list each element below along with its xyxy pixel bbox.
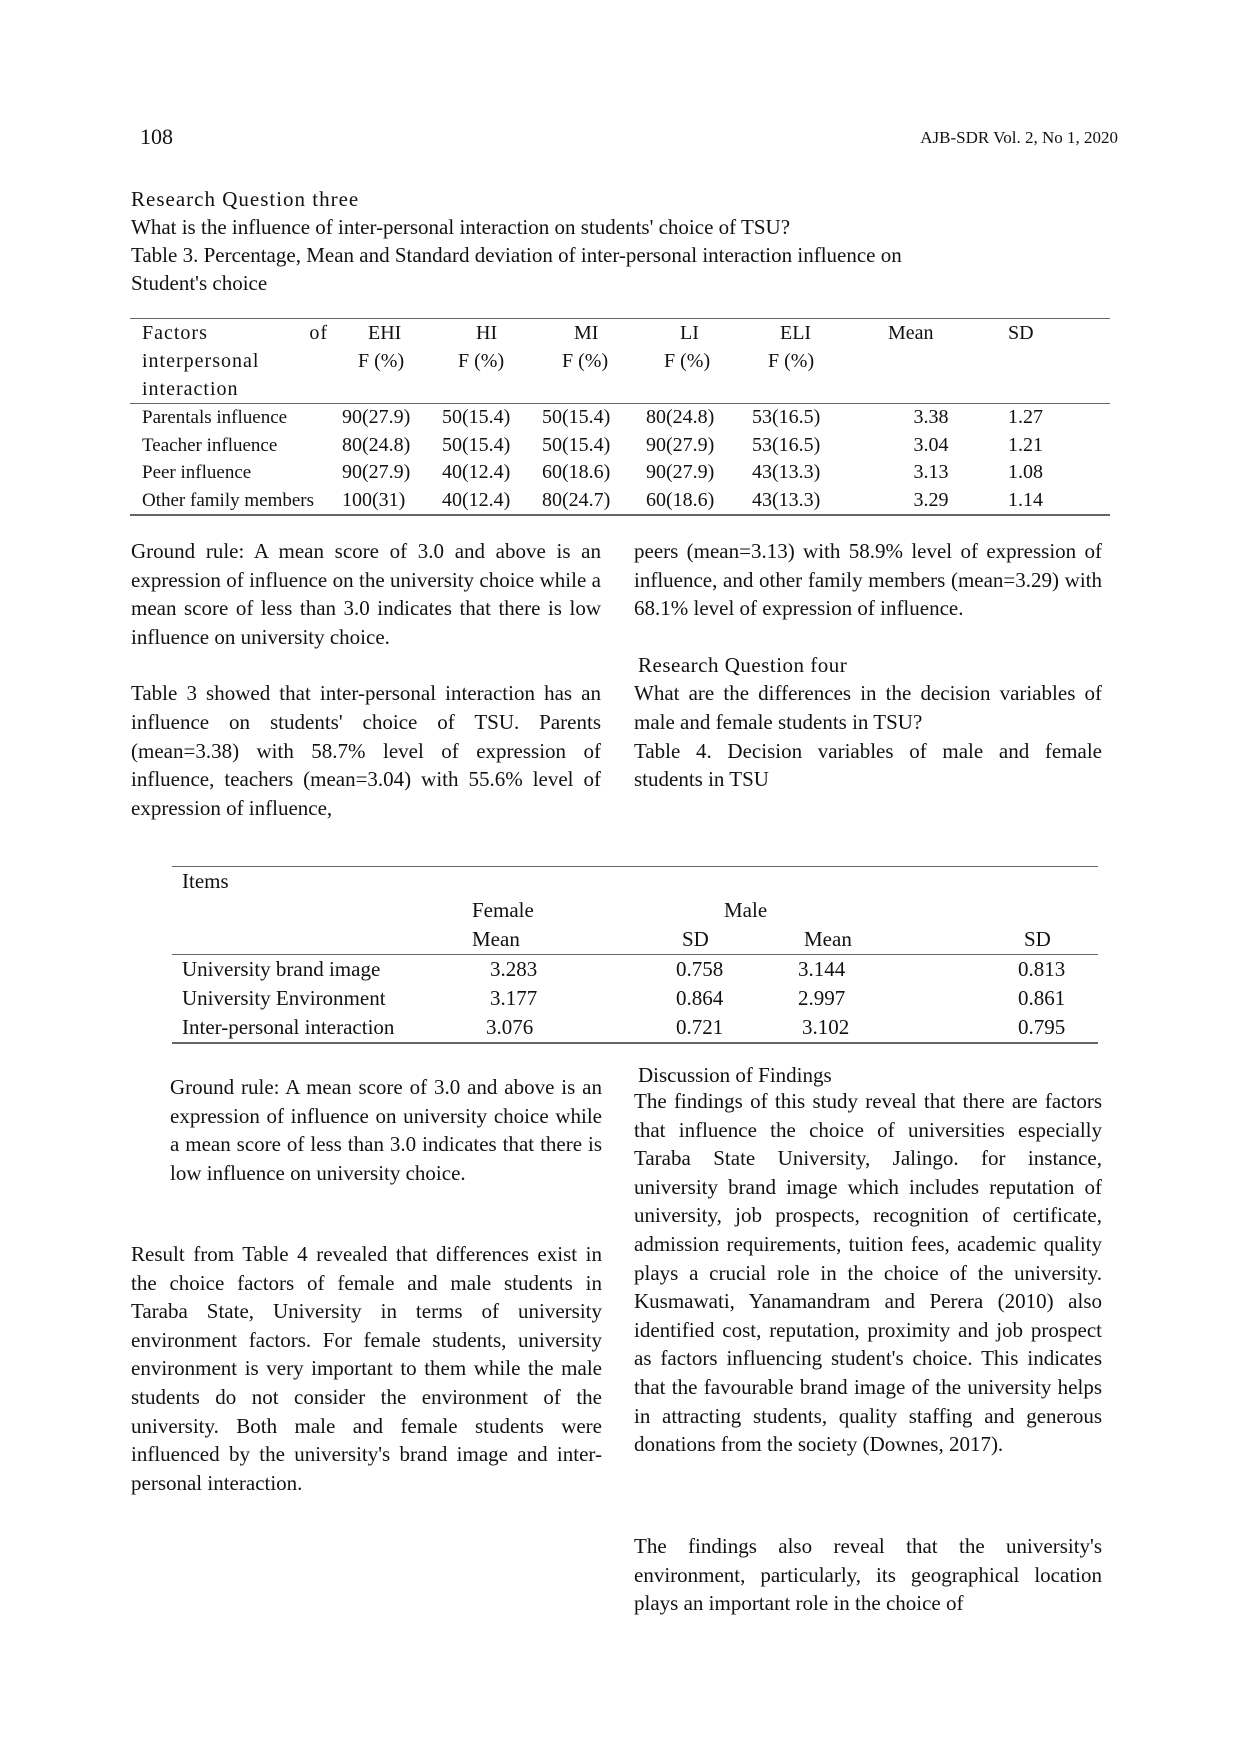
factor-cell: Teacher influence	[142, 434, 278, 456]
table-row	[130, 432, 1110, 460]
ground-rule-paragraph: Ground rule: A mean score of 3.0 and above is an expression of influence on the university choice while a mean score of less than 3.0 indicates that there is low influence on university choice.	[131, 539, 601, 649]
table-row	[172, 984, 1098, 1013]
research-question-four-text: What are the differences in the decision variables of male and female students in TSU?	[634, 681, 1102, 734]
female-sd-cell: 0.721	[676, 1015, 724, 1039]
sd-cell: 1.21	[1008, 433, 1043, 456]
page-number: 108	[140, 124, 173, 149]
header-hi-label: HI	[476, 322, 498, 344]
ehi-cell: 90(27.9)	[342, 461, 411, 483]
eli-cell: 43(13.3)	[752, 488, 821, 511]
table-row	[172, 955, 1098, 985]
hi-cell: 40(12.4)	[442, 488, 511, 511]
header-ehi-unit: F (%)	[358, 350, 405, 372]
li-cell: 90(27.9)	[646, 461, 715, 483]
table-3	[130, 318, 1110, 516]
ehi-cell: 90(27.9)	[342, 406, 411, 428]
table4-caption: Table 4. Decision variables of male and female students in TSU	[634, 738, 1102, 792]
ground-rule-2	[170, 1073, 602, 1187]
hi-cell: 40(12.4)	[442, 461, 511, 483]
table-row	[130, 459, 1110, 487]
header-mean	[876, 319, 986, 404]
journal-citation: AJB-SDR Vol. 2, No 1, 2020	[920, 128, 1118, 147]
male-mean-cell: 2.997	[798, 986, 846, 1010]
female-mean-cell: 3.283	[490, 957, 538, 981]
header-male-label: Male	[724, 898, 768, 922]
discussion-of-findings	[634, 1063, 1102, 1459]
header-li	[646, 319, 752, 404]
table-4	[172, 866, 1098, 1044]
item-cell: University Environment	[182, 986, 386, 1010]
header-items: Items	[182, 869, 229, 893]
male-sd-cell: 0.795	[1018, 1015, 1066, 1039]
sd-cell: 1.08	[1008, 461, 1043, 483]
section-heading: Research Question three	[131, 187, 360, 211]
header-mi-unit: F (%)	[562, 350, 609, 372]
discussion-paragraph-1: The findings of this study reveal that there are factors that influence the choice of universities especially Taraba State University, Jalingo. for instance, university brand image which includes reputation of university, job prospects, recognition of certificate, admission requirements, tuition fees, academic quality plays a crucial role in the choice of the university. Kusmawati, Yanamandram and Perera (2010) also identified cost, reputation, proximity and job prospect as factors influencing student's choice. This indicates that the favourable brand image of the university helps in attracting students, quality staffing and generous donations from the society (Downes, 2017).	[634, 1089, 1102, 1457]
table3-discussion-paragraph: Table 3 showed that inter-personal interaction has an influence on students' choice of TSU. Parents (mean=3.38) with 58.7% level of expression of influence, teachers (mean=3.04) with 55.6% level of expression of influence,	[131, 681, 601, 820]
research-question-text: What is the influence of inter-personal interaction on students' choice of TSU?	[131, 215, 791, 239]
header-factors-line2: interpersonal	[142, 350, 260, 372]
eli-cell: 43(13.3)	[752, 461, 821, 483]
header-factors-line1: Factors	[142, 322, 208, 344]
discussion-paragraph-2: The findings also reveal that the university's environment, particularly, its geographical location plays an important role in the choice of	[634, 1534, 1102, 1616]
header-sd	[986, 319, 1110, 404]
ground-rule-paragraph-2: Ground rule: A mean score of 3.0 and above is an expression of influence on university choice while a mean score of less than 3.0 indicates that there is low influence on university choice.	[170, 1075, 602, 1185]
table-header-row	[172, 867, 1098, 897]
header-eli-label: ELI	[780, 322, 812, 344]
male-mean-cell: 3.144	[798, 957, 846, 981]
table-header-row	[130, 319, 1110, 404]
table-header-row	[172, 896, 1098, 925]
female-sd-cell: 0.758	[676, 957, 724, 981]
header-sd-label: SD	[1008, 322, 1034, 344]
header-factors-of: of	[309, 322, 328, 344]
mi-cell: 50(15.4)	[542, 406, 611, 428]
right-column-top	[634, 537, 1102, 794]
header-factors-line3: interaction	[142, 378, 239, 400]
eli-cell: 53(16.5)	[752, 433, 821, 456]
female-mean-cell: 3.076	[486, 1015, 534, 1039]
header-hi	[442, 319, 542, 404]
li-cell: 90(27.9)	[646, 433, 715, 456]
header-male-mean: Mean	[782, 925, 972, 955]
header-eli	[752, 319, 876, 404]
table-row	[172, 1013, 1098, 1043]
mean-cell: 3.13	[913, 461, 949, 483]
mi-cell: 60(18.6)	[542, 461, 611, 483]
table4-result-paragraph: Result from Table 4 revealed that differences exist in the choice factors of female and male students in Taraba State, University in terms of university environment factors. For female students, university environment is very important to them while the male students do not consider the environment of the university. Both male and female students were influenced by the university's brand image and inter-personal interaction.	[131, 1242, 602, 1495]
header-mi-label: MI	[574, 322, 599, 344]
header-mean-label: Mean	[888, 322, 934, 344]
table3-discussion-continued: peers (mean=3.13) with 58.9% level of expression of influence, and other family members (mean=3.29) with 68.1% level of expression of influence.	[634, 539, 1102, 621]
li-cell: 80(24.8)	[646, 406, 715, 428]
header-ehi-label: EHI	[368, 322, 402, 344]
header-male-sd: SD	[972, 925, 1098, 955]
left-column-top	[131, 537, 601, 822]
female-mean-cell: 3.177	[490, 986, 538, 1010]
header-eli-unit: F (%)	[768, 350, 815, 372]
mean-cell: 3.38	[913, 406, 949, 428]
sd-cell: 1.27	[1008, 406, 1043, 428]
mi-cell: 50(15.4)	[542, 433, 611, 456]
header-ehi	[342, 319, 442, 404]
eli-cell: 53(16.5)	[752, 406, 821, 428]
sd-cell: 1.14	[1008, 488, 1043, 511]
factor-cell: Parentals influence	[142, 407, 288, 428]
male-sd-cell: 0.861	[1018, 986, 1066, 1010]
factor-cell: Other family members	[142, 489, 315, 511]
section-heading-rq4: Research Question four	[638, 652, 848, 677]
mi-cell: 80(24.7)	[542, 488, 611, 511]
header-mi	[542, 319, 646, 404]
hi-cell: 50(15.4)	[442, 433, 511, 456]
section-heading-discussion: Discussion of Findings	[638, 1063, 832, 1087]
discussion-continued	[634, 1532, 1102, 1618]
header-female-sd: SD	[652, 925, 782, 955]
table-caption: Table 3. Percentage, Mean and Standard deviation of inter-personal interaction influence on	[131, 243, 902, 267]
item-cell: University brand image	[182, 957, 381, 981]
header-li-label: LI	[680, 322, 699, 344]
hi-cell: 50(15.4)	[442, 406, 511, 428]
table4-result	[131, 1240, 602, 1497]
header-female-mean: Mean	[472, 925, 652, 955]
mean-cell: 3.04	[913, 433, 949, 456]
male-sd-cell: 0.813	[1018, 957, 1066, 981]
li-cell: 60(18.6)	[646, 488, 715, 511]
table-row	[130, 487, 1110, 516]
male-mean-cell: 3.102	[802, 1015, 850, 1039]
factor-cell: Peer influence	[142, 462, 252, 483]
table-caption-cont: Student's choice	[131, 271, 268, 295]
header-factors	[130, 319, 342, 404]
female-sd-cell: 0.864	[676, 986, 724, 1010]
mean-cell: 3.29	[913, 488, 949, 511]
header-female: Female	[472, 898, 534, 922]
item-cell: Inter-personal interaction	[182, 1015, 395, 1039]
header-hi-unit: F (%)	[458, 350, 505, 372]
table-row	[130, 404, 1110, 432]
ehi-cell: 100(31)	[342, 488, 406, 511]
header-li-unit: F (%)	[664, 350, 711, 372]
table-header-row	[172, 925, 1098, 955]
ehi-cell: 80(24.8)	[342, 433, 411, 456]
header-male	[724, 896, 972, 925]
research-question-three	[131, 185, 1091, 297]
